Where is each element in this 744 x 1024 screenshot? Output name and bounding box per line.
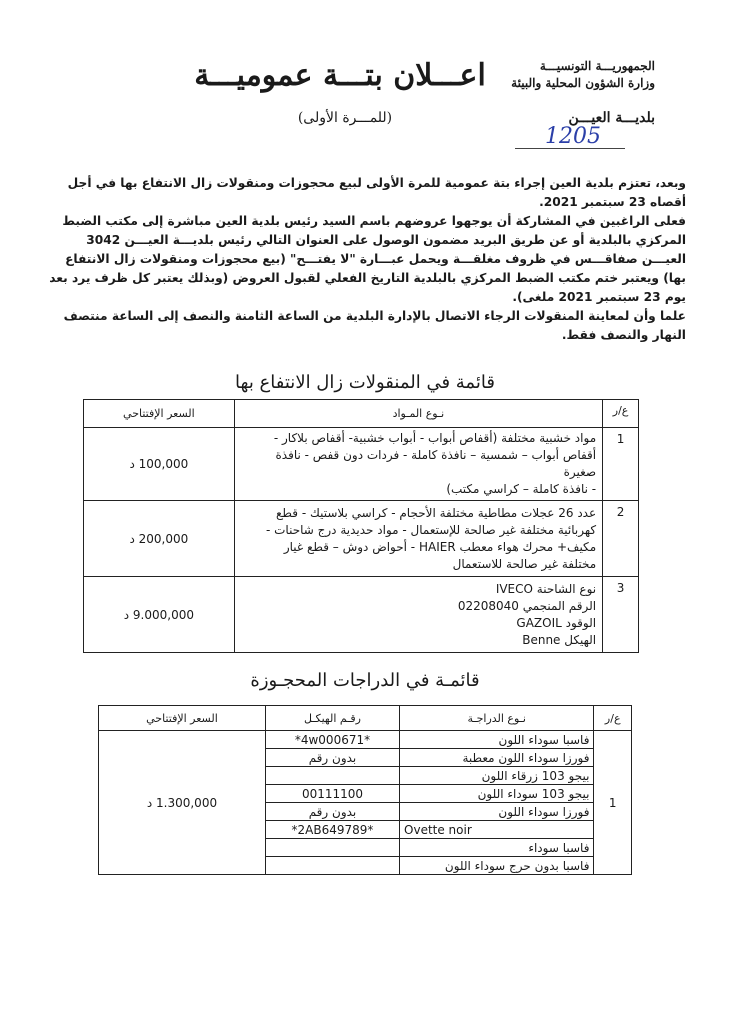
desc-line: الوقود GAZOIL [516, 615, 597, 630]
header-no: ع/ر [594, 706, 632, 731]
row-desc [234, 577, 602, 653]
bike-type: فورزا سوداء اللون [400, 803, 594, 821]
row-price: 9.000,000 د [84, 577, 235, 653]
bike-type: فاسبا بدون حرج سوداء اللون [400, 857, 594, 875]
desc-line: مواد خشبية مختلفة (أقفاص أبواب - أبواب خشبية- أقفاص بلاكار - [273, 431, 597, 445]
row-price: 100,000 د [84, 428, 235, 501]
bike-type: فورزا سوداء اللون معطبة [400, 749, 594, 767]
header-type: نـوع الدراجـة [400, 706, 594, 731]
row-price: 200,000 د [84, 501, 235, 577]
reference-underline [515, 148, 625, 149]
announcement-title: اعـــلان بتـــة عموميـــة [194, 58, 486, 93]
desc-line: - نافذة كاملة – كراسي مكتب) [446, 482, 597, 496]
header-no: ع/ر [603, 400, 639, 428]
bike-chassis: *4w000671* [265, 731, 399, 749]
republic-label: الجمهوريـــة التونسيـــة [539, 59, 655, 73]
desc-line: نوع الشاحنة IVECO [495, 581, 597, 596]
row-desc [234, 501, 602, 577]
bike-chassis [265, 857, 399, 875]
desc-line: كهربائية مختلفة غير صالحة للإستعمال - مواد حديدية درج شاحنات - [265, 522, 597, 537]
row-no: 3 [603, 577, 639, 653]
table-header-row [99, 706, 632, 731]
announcement-subtitle: (للمـــرة الأولى) [297, 110, 393, 126]
municipality-label: بلديـــة العيـــن [568, 110, 655, 126]
table-row [99, 731, 632, 749]
bike-type: فاسبا سوداء اللون [400, 731, 594, 749]
ministry-label: وزارة الشؤون المحلية والبيئة [511, 76, 655, 90]
group-price: 1.300,000 د [99, 731, 266, 875]
desc-line: أقفاص أبواب – شمسية – نافذة كاملة - فردات دون قفص - نافذة صغيرة [275, 448, 597, 479]
issuer-block [505, 58, 655, 92]
desc-line: عدد 26 عجلات مطاطية مختلفة الأحجام - كراسي بلاستيك - قطع [276, 505, 597, 520]
bike-chassis [265, 839, 399, 857]
desc-line: الرقم المنجمي 02208040 [457, 598, 597, 613]
bike-type: بيجو 103 سوداء اللون [400, 785, 594, 803]
bike-chassis [265, 767, 399, 785]
desc-line: مكيف+ محرك هواء معطب HAIER - أحواض دوش – قطع غيار [283, 539, 597, 554]
bike-chassis: *2AB649789* [265, 821, 399, 839]
table-row [84, 501, 639, 577]
bicycles-table [98, 705, 632, 875]
paragraph-inspection: علما وأن لمعاينة المنقولات الرجاء الاتصال بالإدارة البلدية من الساعة الثامنة والنصف إلى الساعة منتصف النهار والنصف فقط. [63, 309, 686, 342]
bike-type: بيجو 103 زرقاء اللون [400, 767, 594, 785]
bike-type: Ovette noir [400, 821, 594, 839]
announcement-body [46, 174, 686, 345]
paragraph-intro: وبعد، تعتزم بلدية العين إجراء بتة عمومية للمرة الأولى لبيع محجوزات ومنقولات زال الانتفاع بها في أجل أقصاه 23 سبتمبر 2021. [67, 176, 686, 209]
desc-line: الهيكل Benne [522, 632, 597, 647]
header-type: نـوع المـواد [234, 400, 602, 428]
header-chassis: رقـم الهيكـل [265, 706, 399, 731]
equipment-table [83, 399, 639, 653]
table2-title: قائمـة في الدراجات المحجـوزة [250, 670, 480, 691]
table1-title: قائمة في المنقولات زال الانتفاع بها [235, 372, 495, 393]
group-no: 1 [594, 731, 632, 875]
bike-chassis: بدون رقم [265, 803, 399, 821]
table-header-row [84, 400, 639, 428]
bike-type: فاسبا سوداء [400, 839, 594, 857]
reference-block [505, 110, 655, 149]
bike-chassis: 00111100 [265, 785, 399, 803]
reference-number: 1205 [545, 124, 601, 149]
row-desc [234, 428, 602, 501]
header-price: السعر الإفتتاحي [99, 706, 266, 731]
row-no: 2 [603, 501, 639, 577]
table-row [84, 577, 639, 653]
table-row [84, 428, 639, 501]
paragraph-submission: فعلى الراغبين في المشاركة أن يوجهوا عروضهم باسم السيد رئيس بلدية العين مباشرة إلى مكتب الضبط المركزي بالبلدية أو عن طريق البريد مضمون الوصول على العنوان التالي رئيس بلديـــة العيـــن 3042 العيـــن صفاقـــس في ظروف مغلقـــة ويحمل عبـــارة "لا يفتـــح" (بيع محجوزات ومنقولات زال الانتفاع بها) ويعتبر ختم مكتب الضبط المركزي بالبلدية التاريخ الفعلي لقبول العروض (وبذلك يعتبر كل ظرف يرد بعد يوم 23 سبتمبر 2021 ملغى). [49, 214, 686, 304]
row-no: 1 [603, 428, 639, 501]
bike-chassis: بدون رقم [265, 749, 399, 767]
header-price: السعر الإفتتاحي [84, 400, 235, 428]
desc-line: مختلفة غير صالحة للاستعمال [452, 556, 597, 571]
